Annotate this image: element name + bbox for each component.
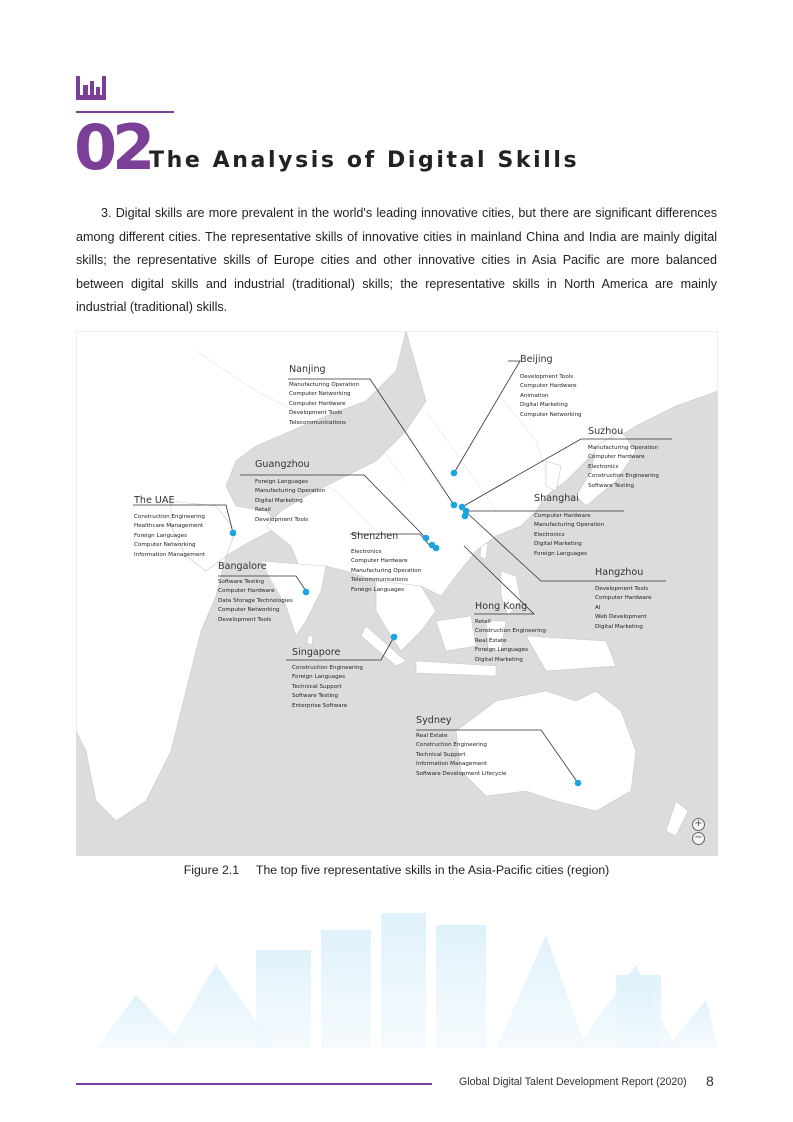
city-skills-hongkong <box>475 618 546 665</box>
skill-item: Technical Support <box>292 683 342 690</box>
skill-item: Manufacturing Operation <box>289 382 360 388</box>
city-skills-beijing <box>520 373 582 420</box>
skill-item: Computer Hardware <box>588 454 645 461</box>
skill-item: Computer Hardware <box>351 558 408 565</box>
marker-shenzhen <box>433 545 440 552</box>
skill-item: Development Tools <box>218 616 272 623</box>
skill-item: Construction Engineering <box>475 628 546 635</box>
marker-sydney <box>575 780 582 787</box>
skill-item: Electronics <box>351 549 382 555</box>
skill-item: Foreign Languages <box>292 674 346 681</box>
city-name-shanghai: Shanghai <box>534 493 579 504</box>
skill-item: AI <box>595 604 601 611</box>
skill-item: Computer Hardware <box>595 595 652 602</box>
skill-item: Digital Marketing <box>520 402 568 409</box>
skill-item: Digital Marketing <box>595 623 643 630</box>
chapter-title: The Analysis of Digital Skills <box>149 148 580 173</box>
skill-item: Foreign Languages <box>475 647 529 654</box>
skill-item: Software Testing <box>292 693 339 700</box>
skill-item: Construction Engineering <box>134 514 205 520</box>
skill-item: Web Development <box>595 614 647 621</box>
skill-item: Manufacturing Operation <box>351 567 422 574</box>
skill-item: Computer Networking <box>218 607 280 614</box>
city-skills-bangalore <box>218 578 293 625</box>
skill-item: Information Management <box>134 551 206 558</box>
zoom-in-button[interactable]: + <box>692 818 705 831</box>
skill-item: Foreign Languages <box>255 479 309 485</box>
skill-item: Computer Hardware <box>520 383 577 390</box>
marker-nanjing <box>451 502 458 509</box>
chapter-logo-icon <box>76 76 106 100</box>
zoom-out-button[interactable]: − <box>692 832 705 845</box>
skill-item: Electronics <box>534 531 565 538</box>
city-skills-shanghai <box>534 512 604 559</box>
map-zoom-controls <box>692 818 705 846</box>
city-name-beijing: Beijing <box>520 354 553 365</box>
skill-item: Development Tools <box>595 586 649 592</box>
skill-item: Digital Marketing <box>255 497 303 504</box>
chapter-number: 02 <box>74 111 151 184</box>
skill-item: Telecommunications <box>351 577 409 584</box>
skill-item: Manufacturing Operation <box>534 522 605 529</box>
skill-item: Real Estate <box>416 733 448 739</box>
footer-report-title: Global Digital Talent Development Report (2020) <box>459 1076 687 1088</box>
skill-item: Development Tools <box>520 374 574 380</box>
skill-item: Software Testing <box>218 579 265 585</box>
skill-item: Foreign Languages <box>534 550 588 557</box>
skill-item: Healthcare Management <box>134 523 204 530</box>
skill-item: Foreign Languages <box>134 532 188 539</box>
skill-item: Digital Marketing <box>534 541 582 548</box>
asia-pacific-map[interactable] <box>76 331 718 856</box>
city-skills-hangzhou <box>595 585 652 632</box>
marker-bangalore <box>303 589 310 596</box>
skill-item: Retail <box>255 507 271 514</box>
skill-item: Animation <box>520 392 549 399</box>
page-number: 8 <box>706 1073 714 1089</box>
skill-item: Development Tools <box>255 516 309 523</box>
city-skills-shenzhen <box>351 548 421 595</box>
skill-item: Software Development Lifecycle <box>416 770 507 777</box>
city-name-uae: The UAE <box>134 495 175 506</box>
skill-item: Computer Hardware <box>534 513 591 519</box>
marker-guangzhou <box>423 535 430 542</box>
skill-item: Electronics <box>588 463 619 470</box>
footer-rule <box>76 1083 432 1085</box>
skill-item: Information Management <box>416 761 488 768</box>
skill-item: Data Storage Technologies <box>218 597 293 604</box>
city-skills-sydney <box>416 732 506 779</box>
skill-item: Foreign Languages <box>351 586 405 593</box>
skill-item: Real Estate <box>475 637 507 644</box>
marker-hangzhou <box>462 513 469 520</box>
skill-item: Software Testing <box>588 482 635 489</box>
skill-item: Technical Support <box>416 751 466 758</box>
city-skills-singapore <box>292 664 363 711</box>
skill-item: Digital Marketing <box>475 656 523 663</box>
skill-item: Computer Hardware <box>289 400 346 407</box>
city-skills-uae <box>134 513 205 560</box>
city-name-sydney: Sydney <box>416 715 452 726</box>
city-name-shenzhen: Shenzhen <box>351 531 399 542</box>
skill-item: Computer Hardware <box>218 588 275 595</box>
marker-singapore <box>391 634 398 641</box>
decorative-bars <box>76 905 718 1048</box>
city-name-bangalore: Bangalore <box>218 561 267 572</box>
skill-item: Construction Engineering <box>292 665 363 671</box>
skill-item: Development Tools <box>289 410 343 417</box>
skill-item: Telecommunications <box>289 419 347 426</box>
figure-caption: Figure 2.1 The top five representative skills in the Asia-Pacific cities (region) <box>183 863 610 877</box>
city-skills-nanjing <box>289 381 359 428</box>
marker-uae <box>230 530 237 537</box>
marker-beijing <box>451 470 458 477</box>
skill-item: Construction Engineering <box>588 473 659 480</box>
city-name-hongkong: Hong Kong <box>475 601 528 612</box>
city-name-singapore: Singapore <box>292 647 341 658</box>
skill-item: Computer Networking <box>289 391 351 398</box>
city-name-suzhou: Suzhou <box>588 426 624 437</box>
body-paragraph: 3. Digital skills are more prevalent in the world's leading innovative cities, but there are significant differences among different cities. The representative skills of innovative cities in mainland China and India are mainly digital skills; the representative skills of Europe cities and other innovative cities in Asia Pacific are more balanced between digital skills and industrial (traditional) skills; the representative skills in North America are mainly industrial (traditional) skills. <box>76 206 717 314</box>
city-name-hangzhou: Hangzhou <box>595 567 644 578</box>
city-skills-guangzhou <box>255 478 325 525</box>
city-name-nanjing: Nanjing <box>289 364 326 375</box>
skill-item: Retail <box>475 619 491 625</box>
skill-item: Computer Networking <box>134 542 196 549</box>
skill-item: Construction Engineering <box>416 742 487 749</box>
city-skills-suzhou <box>588 444 659 491</box>
skill-item: Manufacturing Operation <box>255 488 326 495</box>
skill-item: Manufacturing Operation <box>588 445 659 451</box>
city-name-guangzhou: Guangzhou <box>255 459 310 470</box>
skill-item: Enterprise Software <box>292 702 348 709</box>
skill-item: Computer Networking <box>520 411 582 418</box>
